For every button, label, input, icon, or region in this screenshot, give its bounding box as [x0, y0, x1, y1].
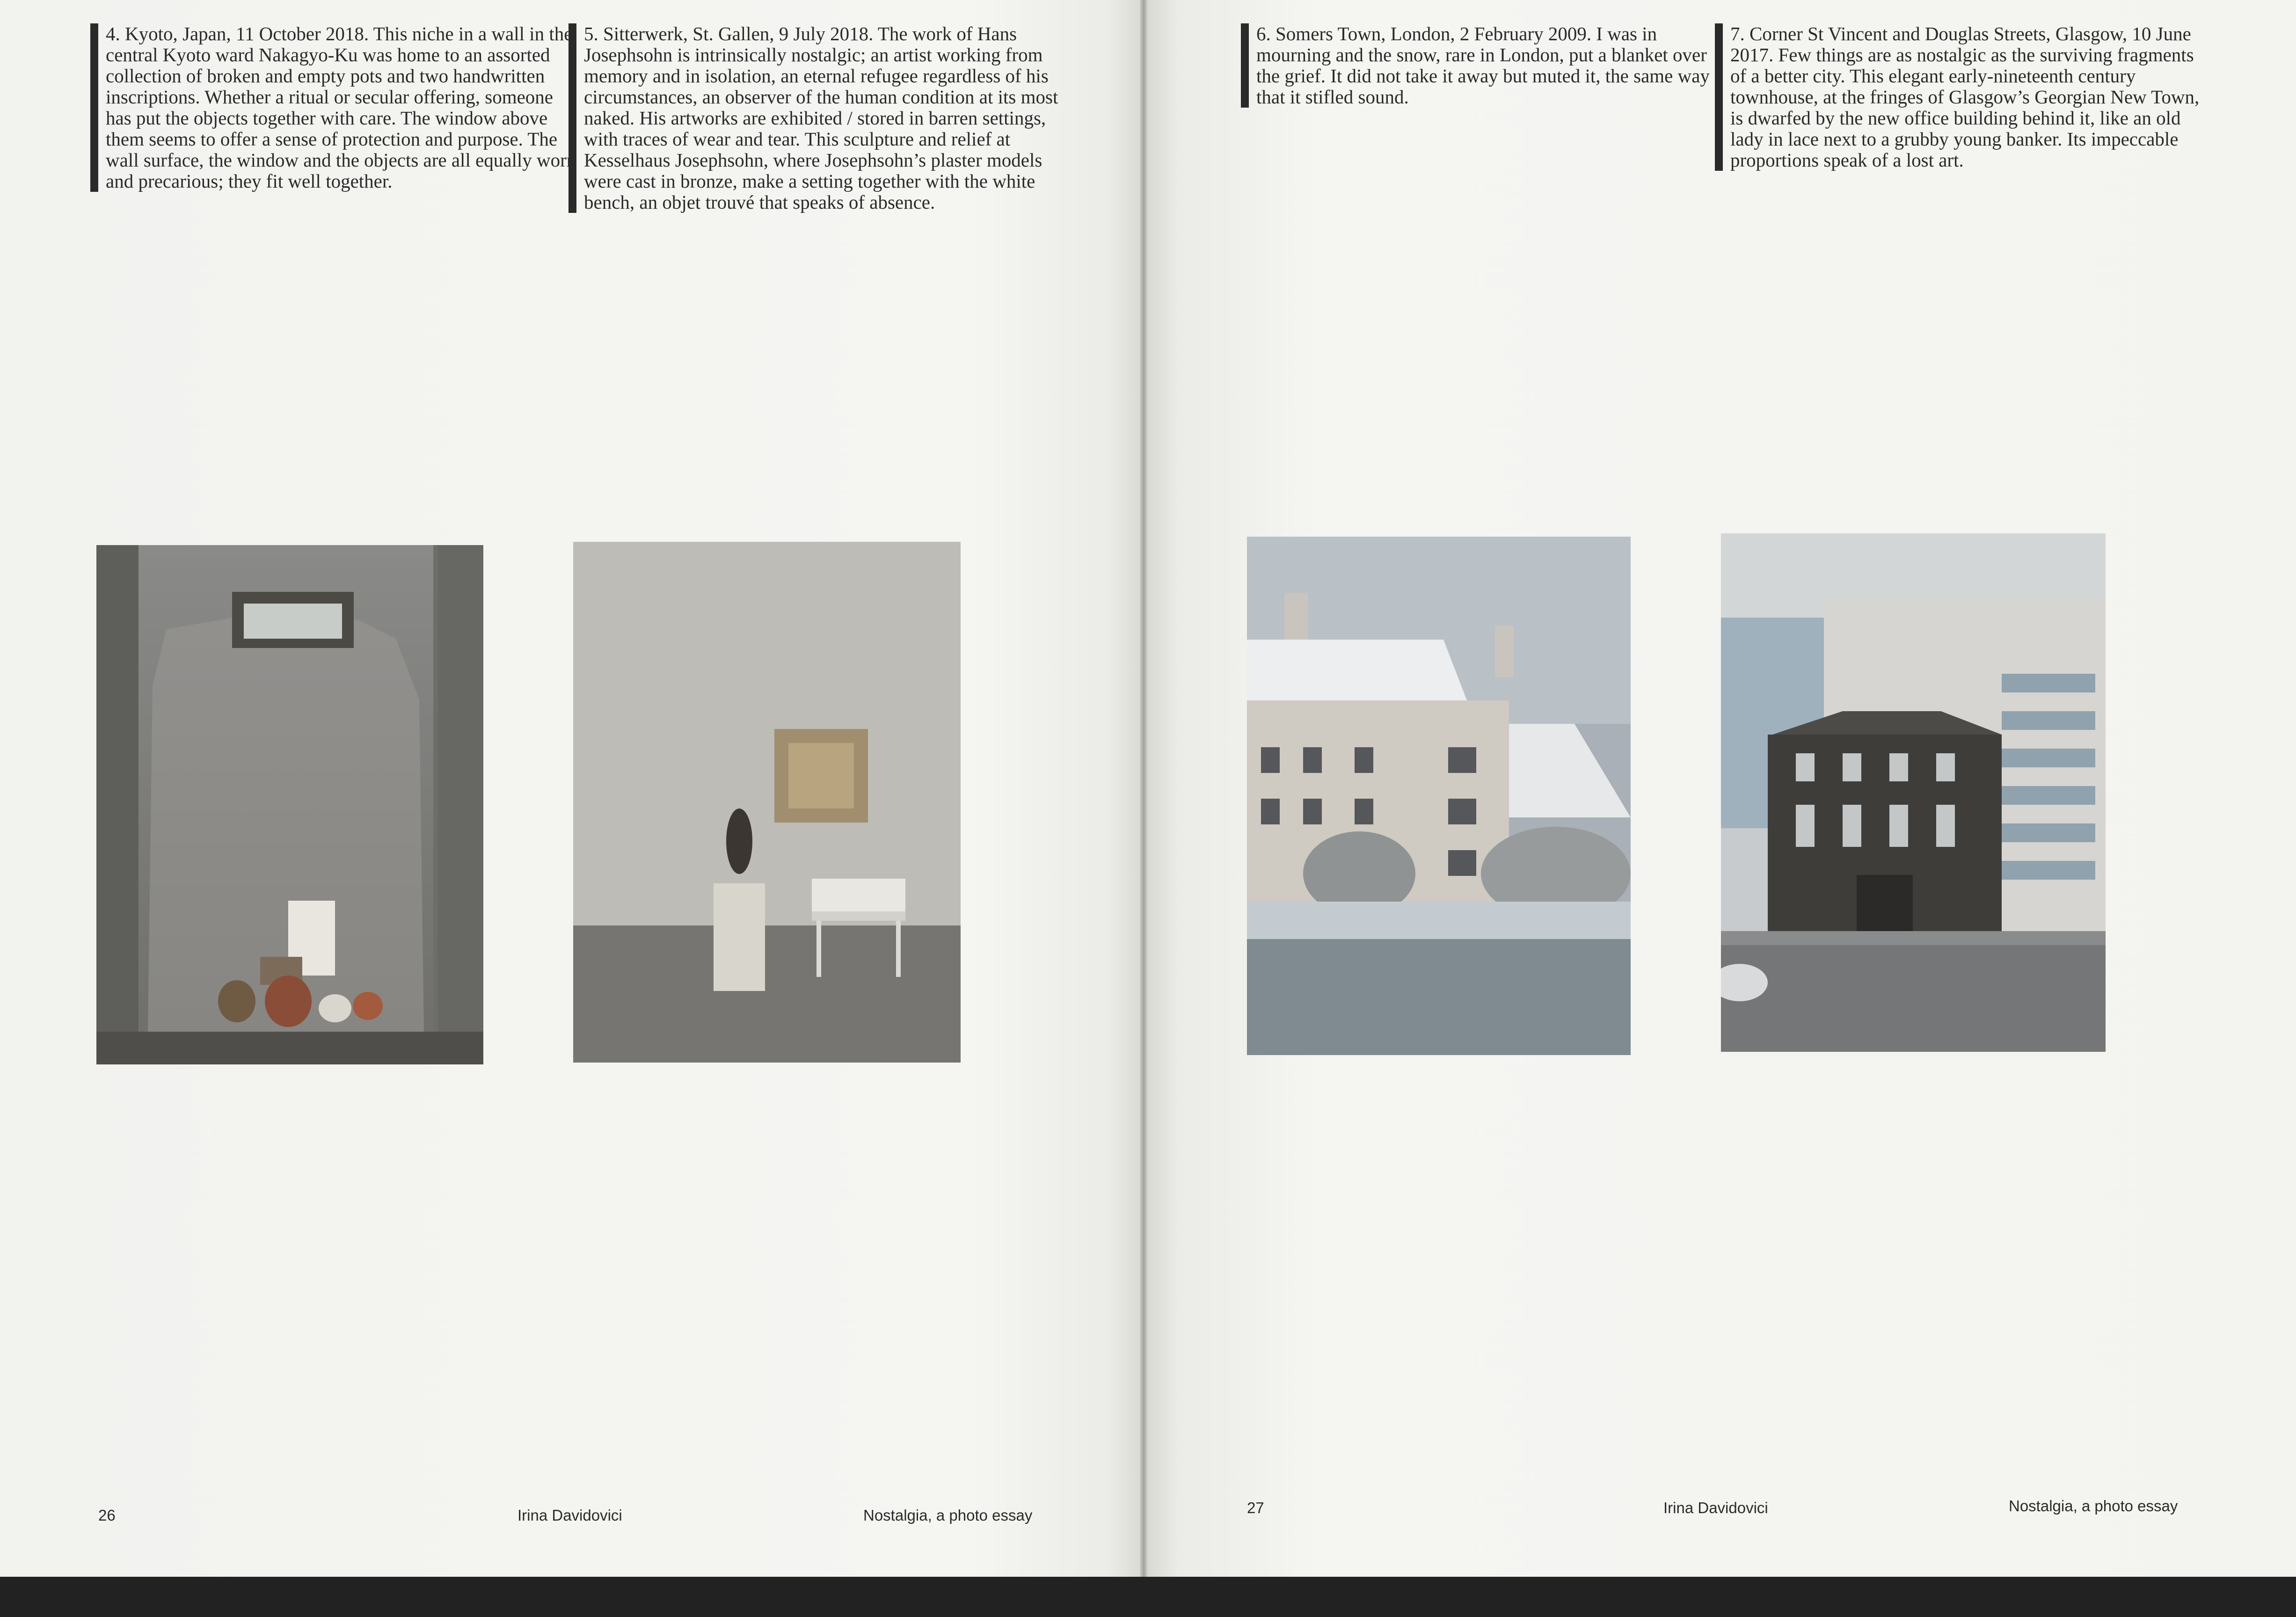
photo-glasgow-townhouse: [1721, 533, 2106, 1052]
caption-kyoto: [90, 23, 578, 192]
essay-title-left: Nostalgia, a photo essay: [863, 1507, 1033, 1524]
caption-text: 4. Kyoto, Japan, 11 October 2018. This niche in a wall in the central Kyoto ward Nakagyo-Ku was home to an assorted collection of broken and empty pots and two handwritten inscriptions. Whether a ritual or secular offering, someone has put the objects together with care. The window above them seems to offer a sense of protection and purpose. The wall surface, the window and the objects are all equally worn and precarious; they fit well together.: [106, 23, 576, 192]
photo-sitterwerk-sculpture: [573, 542, 961, 1063]
page-number-right: 27: [1247, 1499, 1264, 1516]
photo-kyoto-niche: [96, 545, 483, 1064]
caption-text: 7. Corner St Vincent and Douglas Streets, Glasgow, 10 June 2017. Few things are as nostalgic as the surviving fragments of a better city. This elegant early-nineteenth century townhouse, at the fringes of Glasgow’s Georgian New Town, is dwarfed by the new office building behind it, like an old lady in lace next to a grubby young banker. Its impeccable proportions speak of a lost art.: [1730, 23, 2200, 171]
caption-sitterwerk: [569, 23, 1066, 213]
author-right: Irina Davidovici: [1663, 1499, 1768, 1516]
essay-title-right: Nostalgia, a photo essay: [2009, 1497, 2178, 1515]
page-gutter: [1140, 0, 1147, 1577]
caption-somers-town: [1241, 23, 1710, 108]
page-number-left: 26: [98, 1507, 116, 1524]
caption-text: 6. Somers Town, London, 2 February 2009. I was in mourning and the snow, rare in London, put a blanket over the grief. It did not take it away but muted it, the same way that it stifled sound.: [1256, 23, 1710, 108]
caption-text: 5. Sitterwerk, St. Gallen, 9 July 2018. The work of Hans Josephsohn is intrinsically nostalgic; an artist working from memory and in isolation, an eternal refugee regardless of his circumstances, an observer of the human condition at its most naked. His artworks are exhibited / stored in barren settings, with traces of wear and tear. This sculpture and relief at Kesselhaus Josephsohn, where Josephsohn’s plaster models were cast in bronze, make a setting together with the white bench, an objet trouvé that speaks of absence.: [584, 23, 1058, 213]
caption-glasgow: [1715, 23, 2212, 171]
scanner-background: [0, 1577, 2296, 1617]
photo-somers-town-snow: [1247, 537, 1631, 1055]
author-left: Irina Davidovici: [518, 1507, 622, 1524]
